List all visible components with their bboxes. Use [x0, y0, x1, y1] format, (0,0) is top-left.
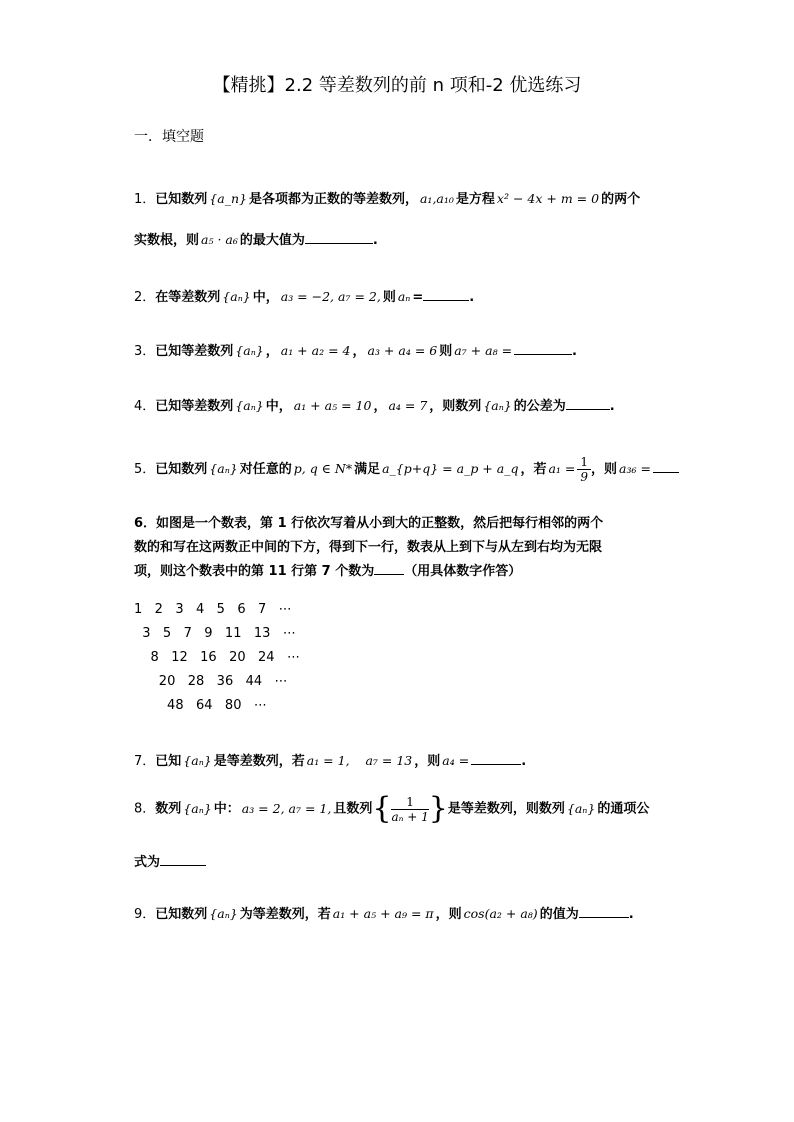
q4-text: .	[609, 399, 615, 414]
q5-text: 满足	[354, 462, 381, 477]
q1-text: 的最大值为	[239, 233, 305, 248]
q5-text: ，若	[520, 462, 547, 477]
q7-text: 已知	[155, 754, 182, 769]
q4-text: ，	[373, 399, 387, 414]
page-title: 【精挑】2.2 等差数列的前 n 项和-2 优选练习	[212, 75, 582, 96]
fraction-numerator: 1	[577, 455, 591, 470]
question-number: 7．	[134, 754, 156, 769]
table-row: 3 5 7 9 11 13 ⋯	[134, 626, 296, 641]
math-expr: {aₙ}	[209, 461, 238, 476]
q8-text: 且数列	[333, 801, 373, 817]
math-expr: a₁ + a₂ = 4	[280, 343, 351, 358]
q1-text: 已知数列	[155, 192, 208, 207]
number-table	[134, 598, 300, 718]
question-6-line-2: 数的和写在这两数正中间的下方，得到下一行，数表从上到下与从左到右均为无限	[134, 540, 603, 555]
q2-text: .	[469, 290, 475, 305]
left-brace: {	[372, 791, 392, 826]
q6-text: 项，则这个数表中的第 11 行第 7 个数为	[134, 564, 375, 579]
question-5	[134, 455, 679, 484]
q9-text: 的值为	[539, 907, 579, 922]
q8-text: 是等差数列，则数列	[447, 801, 565, 817]
q9-text: .	[628, 907, 634, 922]
answer-blank[interactable]	[374, 563, 404, 575]
question-7	[134, 750, 526, 769]
question-8-line-2	[134, 851, 206, 870]
question-8-line-1	[134, 791, 650, 826]
right-brace: }	[428, 791, 448, 826]
q4-text: ，则数列	[429, 399, 482, 414]
math-expr: a₅ · a₆	[201, 232, 238, 247]
q3-text: ，	[265, 344, 279, 359]
q2-text: =	[412, 290, 424, 305]
q9-text: 为等差数列，若	[239, 907, 331, 922]
q4-text: 已知等差数列	[155, 399, 234, 414]
q5-text: 已知数列	[155, 462, 208, 477]
table-row: 48 64 80 ⋯	[134, 698, 267, 713]
math-expr: a₁ = 1, a₇ = 13	[306, 753, 413, 768]
math-expr: a₇ + a₈ =	[454, 343, 513, 358]
math-expr: {aₙ}	[222, 289, 251, 304]
math-expr: a₁ + a₅ = 10	[293, 398, 372, 413]
q9-text: 已知数列	[155, 907, 208, 922]
q3-text: .	[572, 344, 577, 359]
math-expr: a₁,a₁₀	[419, 191, 454, 206]
q2-text: 则	[382, 290, 396, 305]
math-expr: a₃ = −2, a₇ = 2,	[280, 289, 381, 304]
q5-text: 对任意的	[239, 462, 292, 477]
math-expr: a₃₆ =	[619, 461, 651, 476]
question-4	[134, 395, 615, 414]
math-expr: {aₙ}	[483, 398, 512, 413]
math-expr: {aₙ}	[209, 906, 238, 921]
math-expr: p, q ∈ N*	[293, 461, 353, 476]
q8-text: 式为	[134, 855, 161, 870]
section-heading: 一．填空题	[134, 129, 204, 145]
question-number: 4．	[134, 399, 156, 414]
answer-blank[interactable]	[579, 906, 629, 918]
question-number: 8．	[134, 801, 156, 817]
question-1-line-1	[134, 188, 640, 207]
answer-blank[interactable]	[653, 461, 679, 473]
question-9	[134, 903, 634, 922]
math-expr: {aₙ}	[183, 800, 212, 816]
math-expr: {aₙ}	[235, 398, 264, 413]
math-expr: a₃ + a₄ = 6	[367, 343, 438, 358]
q6-text: （用具体数字作答）	[404, 564, 522, 579]
math-expr: a₃ = 2, a₇ = 1,	[241, 800, 332, 816]
question-3	[134, 340, 577, 359]
math-expr: x² − 4x + m = 0	[496, 191, 600, 206]
q7-text: .	[521, 754, 527, 769]
math-expr: a₁ =	[548, 461, 576, 476]
answer-blank[interactable]	[423, 289, 469, 301]
q4-text: 的公差为	[513, 399, 566, 414]
fraction	[391, 795, 428, 824]
question-number: 1．	[134, 192, 156, 207]
question-6-line-1: 6．如图是一个数表，第 1 行依次写着从小到大的正整数，然后把每行相邻的两个	[134, 516, 604, 531]
q2-text: 在等差数列	[155, 290, 221, 305]
question-6-line-3	[134, 560, 521, 579]
q3-text: ，	[352, 344, 366, 359]
q8-text: 数列	[155, 801, 182, 817]
q1-text: 实数根，则	[134, 233, 200, 248]
math-expr: {aₙ}	[235, 343, 264, 358]
answer-blank[interactable]	[471, 753, 521, 765]
answer-blank[interactable]	[160, 854, 206, 866]
answer-blank[interactable]	[514, 343, 572, 355]
fraction-numerator: 1	[391, 795, 428, 810]
table-row: 1 2 3 4 5 6 7 ⋯	[134, 602, 292, 617]
q3-text: 已知等差数列	[155, 344, 234, 359]
q1-text: 是方程	[455, 192, 495, 207]
question-number: 3．	[134, 344, 156, 359]
q9-text: ，则	[435, 907, 462, 922]
math-expr: cos(a₂ + a₈)	[463, 906, 538, 921]
q7-text: 是等差数列，若	[213, 754, 305, 769]
q2-text: 中，	[252, 290, 279, 305]
q8-text: 的通项公	[597, 801, 650, 817]
q8-text: 中：	[213, 801, 240, 817]
table-row: 8 12 16 20 24 ⋯	[134, 650, 300, 665]
question-number: 5．	[134, 462, 156, 477]
q1-text: 的两个	[601, 192, 641, 207]
fraction-denominator: 9	[580, 470, 589, 484]
q4-text: 中，	[265, 399, 292, 414]
question-2	[134, 286, 474, 305]
math-expr: aₙ	[397, 289, 411, 304]
math-expr: {a_n}	[209, 191, 247, 206]
q1-text: .	[372, 233, 378, 248]
fraction-denominator: aₙ + 1	[391, 809, 429, 824]
q7-text: ，则	[414, 754, 441, 769]
q1-text: 是各项都为正数的等差数列，	[248, 192, 418, 207]
table-row: 20 28 36 44 ⋯	[134, 674, 288, 689]
math-expr: a_{p+q} = a_p + a_q	[382, 461, 519, 476]
math-expr: {aₙ}	[183, 753, 212, 768]
question-number: 9．	[134, 907, 156, 922]
question-number: 2．	[134, 290, 156, 305]
question-1-line-2	[134, 229, 378, 248]
answer-blank[interactable]	[305, 232, 373, 244]
q3-text: 则	[439, 344, 453, 359]
math-expr: {aₙ}	[566, 800, 596, 816]
q5-text: ，则	[591, 462, 618, 477]
math-expr: a₄ =	[442, 753, 470, 768]
answer-blank[interactable]	[566, 398, 610, 410]
fraction	[577, 455, 591, 484]
math-expr: a₄ = 7	[388, 398, 428, 413]
math-expr: a₁ + a₅ + a₉ = π	[332, 906, 434, 921]
